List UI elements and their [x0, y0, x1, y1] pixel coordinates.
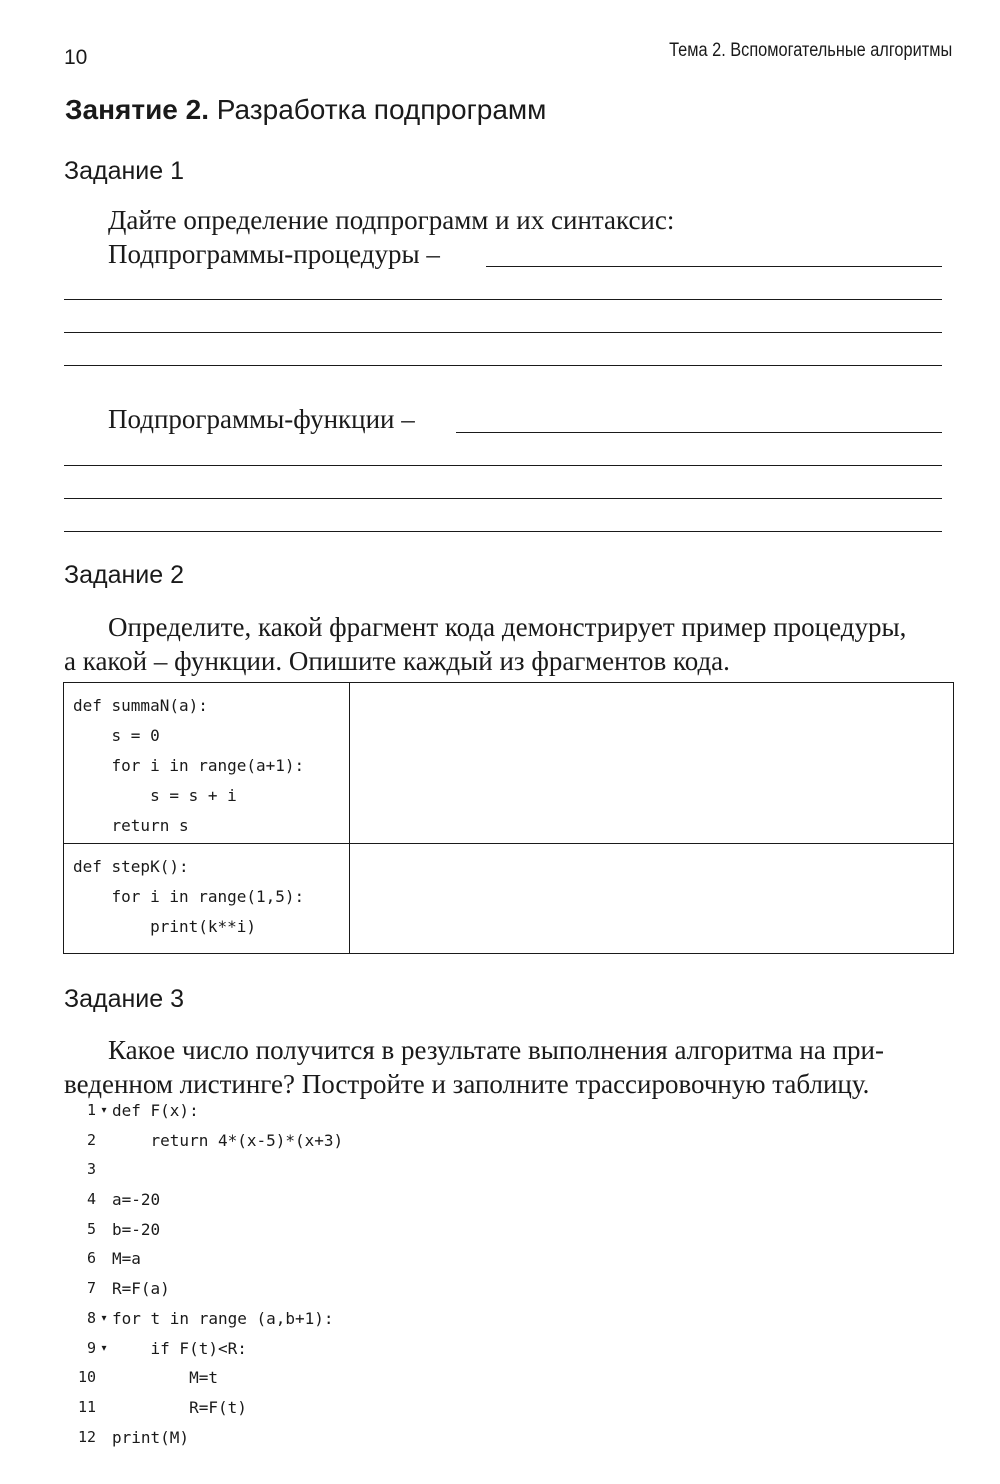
answer-line[interactable]	[64, 365, 942, 366]
listing-code: R=F(t)	[112, 1397, 247, 1417]
line-number: 8	[86, 1308, 96, 1327]
listing-row	[60, 1244, 343, 1274]
task1-functions-label: Подпрограммы-функции –	[108, 404, 415, 434]
answer-line[interactable]	[64, 465, 942, 466]
code-line: def stepK():	[73, 857, 189, 876]
code-line: for i in range(1,5):	[73, 887, 305, 906]
task1-prompt: Дайте определение подпрограмм и их синтаксис:	[108, 205, 675, 235]
answer-line[interactable]	[64, 299, 942, 300]
listing-code: M=a	[112, 1249, 141, 1269]
listing-code: b=-20	[112, 1219, 161, 1239]
listing-row	[60, 1185, 343, 1215]
line-number: 11	[77, 1397, 96, 1416]
code-fragments-table	[63, 682, 954, 954]
lesson-name: Разработка подпрограмм	[216, 94, 547, 125]
listing-row	[60, 1363, 343, 1393]
fold-arrow-icon[interactable]: ▾	[101, 1105, 107, 1116]
code-line: def summaN(a):	[73, 696, 208, 715]
task2-text-line1: Определите, какой фрагмент кода демонстрирует пример процедуры,	[108, 612, 907, 642]
line-number: 7	[86, 1279, 96, 1298]
listing-code: M=t	[112, 1368, 218, 1388]
fold-arrow-icon[interactable]: ▾	[101, 1312, 107, 1324]
fragment-answer-cell[interactable]	[350, 683, 954, 844]
line-number: 1	[86, 1101, 96, 1119]
answer-line[interactable]	[486, 266, 942, 267]
fragment-code-cell	[64, 683, 350, 844]
answer-line[interactable]	[64, 531, 942, 532]
line-number: 6	[86, 1249, 96, 1268]
task1-heading: Задание 1	[64, 157, 185, 185]
listing-row	[60, 1423, 343, 1453]
fragment-code-cell	[64, 844, 350, 954]
answer-line[interactable]	[64, 332, 942, 333]
fragment-answer-cell[interactable]	[350, 844, 954, 954]
listing-code: R=F(a)	[112, 1279, 170, 1299]
line-number: 5	[86, 1219, 96, 1238]
listing-code: a=-20	[112, 1190, 161, 1210]
listing-row	[60, 1155, 343, 1185]
listing-row	[60, 1126, 343, 1156]
listing-row	[60, 1334, 343, 1364]
listing-row	[60, 1304, 343, 1334]
answer-line[interactable]	[64, 498, 942, 499]
fold-arrow-icon[interactable]: ▾	[101, 1342, 107, 1354]
code-line: s = 0	[73, 726, 160, 745]
task2-heading: Задание 2	[64, 561, 185, 589]
line-number: 4	[86, 1190, 96, 1209]
task2-text-line2: а какой – функции. Опишите каждый из фрагментов кода.	[64, 646, 730, 676]
listing-row	[60, 1393, 343, 1423]
line-number: 9	[86, 1338, 96, 1357]
line-number: 12	[77, 1427, 96, 1446]
listing-code: return 4*(x-5)*(x+3)	[112, 1130, 344, 1150]
line-number: 2	[86, 1130, 96, 1149]
code-line: return s	[73, 816, 189, 835]
line-number: 3	[86, 1160, 96, 1179]
code-listing	[60, 1096, 343, 1452]
code-line: s = s + i	[73, 786, 237, 805]
listing-code: print(M)	[112, 1427, 190, 1447]
task3-heading: Задание 3	[64, 985, 185, 1013]
listing-row	[60, 1096, 343, 1126]
listing-row	[60, 1274, 343, 1304]
task3-text-line2: веденном листинге? Постройте и заполните трассировочную таблицу.	[64, 1069, 870, 1099]
lesson-title	[65, 94, 546, 126]
answer-line[interactable]	[456, 432, 942, 433]
listing-code: if F(t)<R:	[112, 1338, 247, 1358]
page-number: 10	[64, 46, 88, 69]
listing-code: def F(x):	[112, 1101, 199, 1120]
line-number: 10	[77, 1368, 96, 1387]
running-title: Тема 2. Вспомогательные алгоритмы	[668, 40, 952, 61]
fragment-row	[64, 844, 954, 954]
listing-code: for t in range (a,b+1):	[112, 1308, 334, 1328]
task1-procedures-label: Подпрограммы-процедуры –	[108, 239, 440, 269]
listing-row	[60, 1215, 343, 1245]
code-line: print(k**i)	[73, 917, 257, 936]
fragment-row	[64, 683, 954, 844]
lesson-label: Занятие 2.	[65, 94, 209, 125]
code-line: for i in range(a+1):	[73, 756, 305, 775]
task3-text-line1: Какое число получится в результате выполнения алгоритма на при-	[108, 1035, 884, 1065]
